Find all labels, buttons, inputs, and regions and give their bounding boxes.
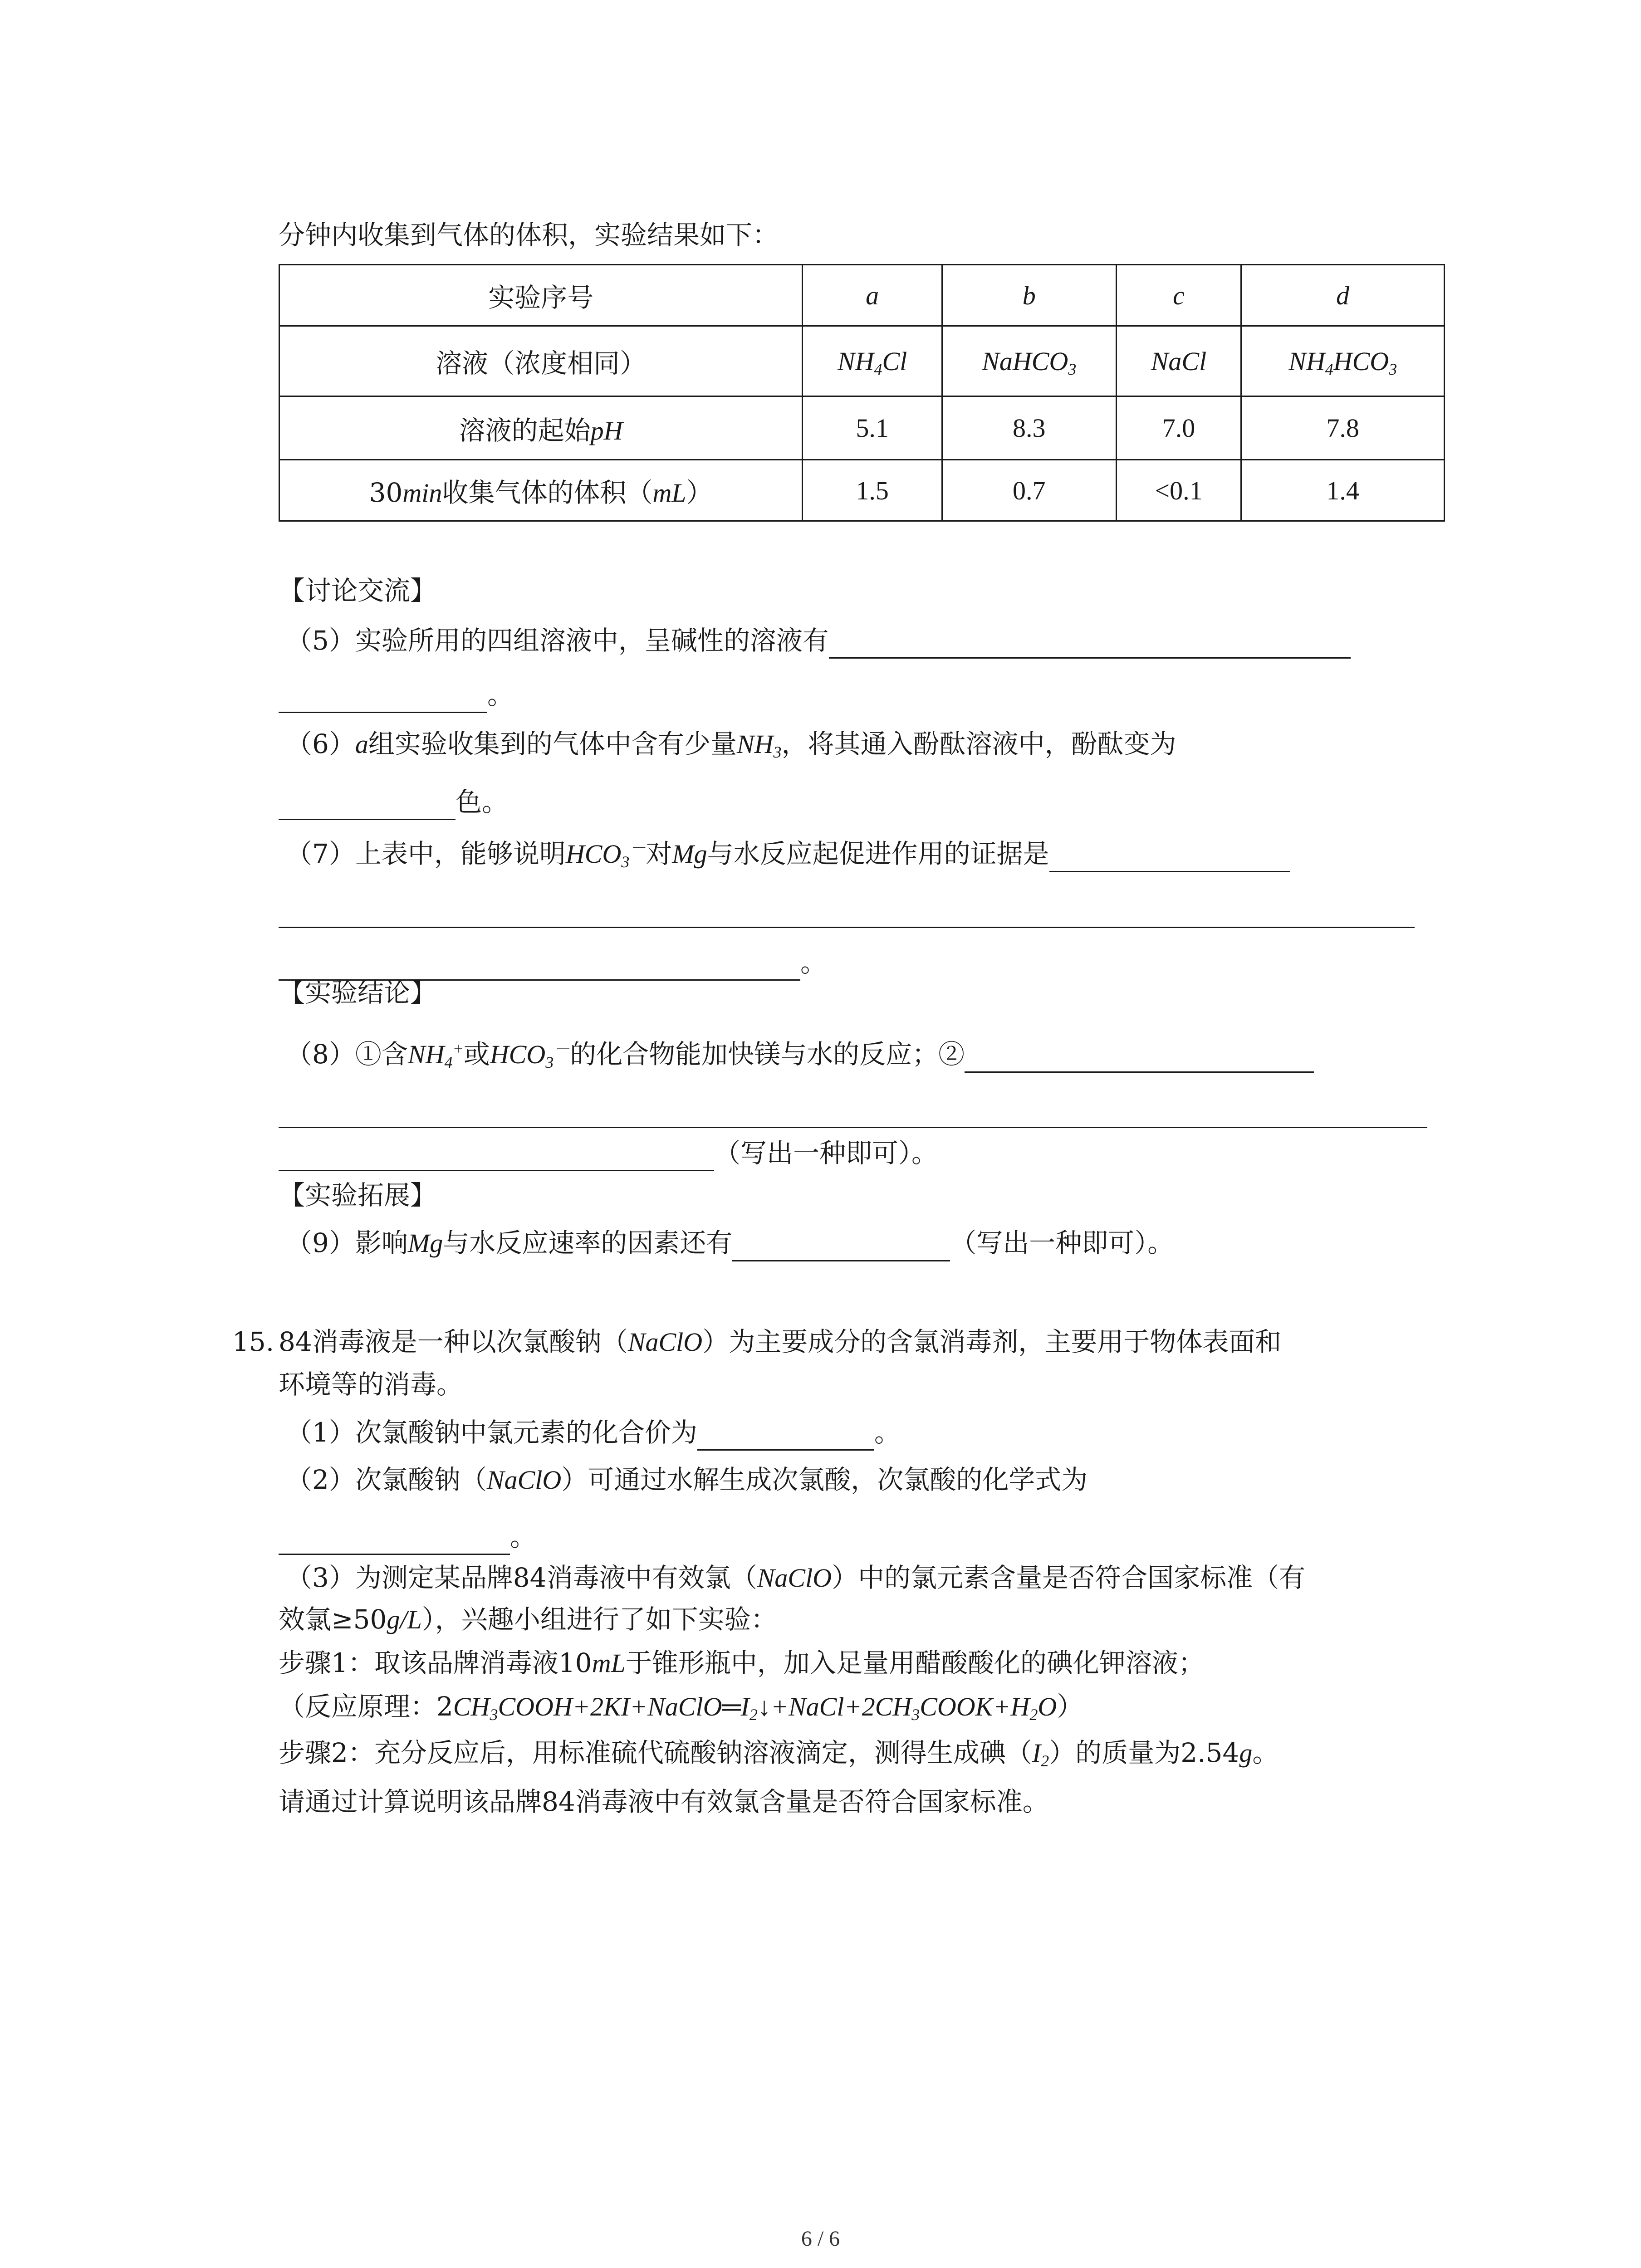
question-9-text: （9）影响 <box>286 1227 408 1258</box>
question-9-text-2: 与水反应速率的因素还有 <box>443 1227 733 1258</box>
question-5-text: （5）实验所用的四组溶液中，呈碱性的溶液有 <box>286 625 829 656</box>
question-9-end: （写出一种即可）。 <box>950 1227 1174 1258</box>
question-15-part3 <box>286 1559 1305 1596</box>
question-7-text: （7）上表中，能够说明 <box>286 838 566 869</box>
reaction-equation <box>279 1688 1083 1725</box>
question-8-text-2: 的化合物能加快镁与水的反应；② <box>570 1039 965 1070</box>
naclo-formula: NaClO <box>627 1327 703 1357</box>
punct: 。 <box>510 1521 537 1552</box>
table-cell: 0.7 <box>942 460 1116 521</box>
q15-part3-text: （3）为测定某品牌84消毒液中有效氯（ <box>286 1562 757 1593</box>
table-cell: 溶液（浓度相同） <box>279 326 803 396</box>
table-header-row <box>279 265 1445 326</box>
table-row <box>279 396 1445 460</box>
hco3-formula: $HCO_3^-$ <box>490 1040 570 1072</box>
question-7 <box>286 836 1290 872</box>
question-7-text-3: 与水反应起促进作用的证据是 <box>707 838 1049 869</box>
conclusion-heading: 【实验结论】 <box>279 977 437 1008</box>
answer-line[interactable] <box>279 927 1415 928</box>
question-8 <box>286 1036 1314 1073</box>
nh3-formula: $NH_3$ <box>736 729 782 762</box>
expansion-heading: 【实验拓展】 <box>279 1180 437 1211</box>
table-header-cell: d <box>1241 265 1445 326</box>
nh4-formula: $NH_4^+$ <box>407 1040 464 1072</box>
answer-blank[interactable] <box>965 1046 1314 1073</box>
table-cell: 7.0 <box>1116 396 1241 460</box>
step2-text-2: ）的质量为2.54 <box>1049 1737 1239 1768</box>
punct: 。 <box>1252 1737 1279 1768</box>
answer-blank[interactable] <box>279 1528 510 1555</box>
question-5-cont <box>279 677 514 713</box>
q15-part2-text-2: ）可通过水解生成次氯酸，次氯酸的化学式为 <box>561 1464 1088 1495</box>
q15-text-2: ）为主要成分的含氯消毒剂，主要用于物体表面和 <box>702 1326 1282 1357</box>
question-8-end: （写出一种即可）。 <box>714 1138 938 1168</box>
punct: 。 <box>487 679 514 710</box>
unit-gl: g/L <box>387 1605 422 1634</box>
hco3-formula: $HCO_3^-$ <box>565 839 646 871</box>
page-number: 6 / 6 <box>801 2227 840 2251</box>
question-6 <box>286 726 1176 763</box>
question-7-text-2: 对 <box>646 838 672 869</box>
table-row <box>279 326 1445 396</box>
punct: 。 <box>800 947 827 978</box>
unit-ml: mL <box>592 1648 626 1678</box>
table-cell <box>279 396 803 460</box>
answer-blank[interactable] <box>829 632 1351 659</box>
q15-part1-text: （1）次氯酸钠中氯元素的化合价为 <box>286 1417 697 1448</box>
ph-label: 溶液的起始pH <box>459 415 623 446</box>
group-var: a <box>355 729 368 759</box>
discussion-heading: 【讨论交流】 <box>279 575 437 606</box>
formula-cell: NaCl <box>1116 326 1241 396</box>
table-cell: 1.4 <box>1241 460 1445 521</box>
step2-text: 步骤2：充分反应后，用标准硫代硫酸钠溶液滴定，测得生成碘（ <box>279 1737 1032 1768</box>
question-6-num: （6） <box>286 728 355 759</box>
step1-text: 步骤1：取该品牌消毒液10 <box>279 1647 592 1678</box>
table-header-cell: b <box>942 265 1116 326</box>
table-header-cell: a <box>803 265 942 326</box>
table-cell: 8.3 <box>942 396 1116 460</box>
naclo-formula: NaClO <box>757 1563 832 1593</box>
table-cell: <0.1 <box>1116 460 1241 521</box>
answer-line[interactable] <box>279 1127 1427 1128</box>
answer-blank[interactable] <box>279 1144 714 1171</box>
table-cell: 1.5 <box>803 460 942 521</box>
question-15-part2-cont <box>279 1519 536 1555</box>
question-5 <box>286 622 1351 659</box>
final-question: 请通过计算说明该品牌84消毒液中有效氯含量是否符合国家标准。 <box>279 1786 1049 1817</box>
table-row <box>279 460 1445 521</box>
answer-blank[interactable] <box>279 686 487 713</box>
intro-line: 分钟内收集到气体的体积，实验结果如下： <box>279 220 779 250</box>
step-2 <box>279 1735 1279 1771</box>
reaction-formula: $CH_3COOH+2KI+NaClO═I_2↓+NaCl+2CH_3COOK+H_2O$ <box>453 1692 1057 1724</box>
step-1 <box>279 1645 1205 1681</box>
q15-part3-text-3: 效氯≥50 <box>279 1604 387 1635</box>
answer-blank[interactable] <box>732 1235 950 1261</box>
question-6-end: 色。 <box>456 787 509 817</box>
table-cell: 7.8 <box>1241 396 1445 460</box>
volume-label: 30min收集气体的体积（mL） <box>369 477 713 508</box>
question-15-line1 <box>279 1324 1281 1360</box>
question-15-part1 <box>286 1414 901 1451</box>
answer-blank[interactable] <box>279 793 456 820</box>
mg-formula: Mg <box>672 839 707 869</box>
question-9 <box>286 1225 1174 1261</box>
formula-cell: $NH_4HCO_3$ <box>1241 326 1445 396</box>
table-cell: 5.1 <box>803 396 942 460</box>
table-header-cell: 实验序号 <box>279 265 803 326</box>
question-15-part3-cont <box>279 1601 777 1638</box>
question-15-part2 <box>286 1461 1087 1498</box>
naclo-formula: NaClO <box>486 1465 562 1495</box>
q15-part2-text: （2）次氯酸钠（ <box>286 1464 487 1495</box>
formula-cell: $NH_4Cl$ <box>803 326 942 396</box>
answer-blank[interactable] <box>697 1424 874 1451</box>
i2-formula: $I_2$ <box>1032 1738 1049 1770</box>
punct: 。 <box>874 1417 901 1448</box>
question-8-or: 或 <box>463 1039 490 1070</box>
experiment-table <box>279 264 1445 522</box>
mg-formula: Mg <box>407 1228 443 1258</box>
unit-g: g <box>1239 1738 1253 1768</box>
answer-blank[interactable] <box>1049 846 1290 872</box>
punct: ） <box>1057 1691 1083 1722</box>
step1-text-2: 于锥形瓶中，加入足量用醋酸酸化的碘化钾溶液； <box>625 1647 1205 1678</box>
table-cell <box>279 460 803 521</box>
question-6-text-2: ，将其通入酚酞溶液中，酚酞变为 <box>781 728 1176 759</box>
table-header-cell: c <box>1116 265 1241 326</box>
q15-part3-text-4: ），兴趣小组进行了如下实验： <box>421 1604 777 1635</box>
q15-text: 84消毒液是一种以次氯酸钠（ <box>279 1326 628 1357</box>
question-8-cont <box>279 1135 938 1171</box>
formula-cell: NaHCO$_3$ <box>942 326 1116 396</box>
question-15-line2: 环境等的消毒。 <box>279 1369 463 1400</box>
question-8-text: （8）①含 <box>286 1039 408 1070</box>
question-6-text: 组实验收集到的气体中含有少量 <box>368 728 737 759</box>
reaction-label: （反应原理：2 <box>279 1691 453 1722</box>
question-15-number: 15. <box>232 1326 274 1357</box>
question-6-cont <box>279 784 508 820</box>
q15-part3-text-2: ）中的氯元素含量是否符合国家标准（有 <box>832 1562 1306 1593</box>
